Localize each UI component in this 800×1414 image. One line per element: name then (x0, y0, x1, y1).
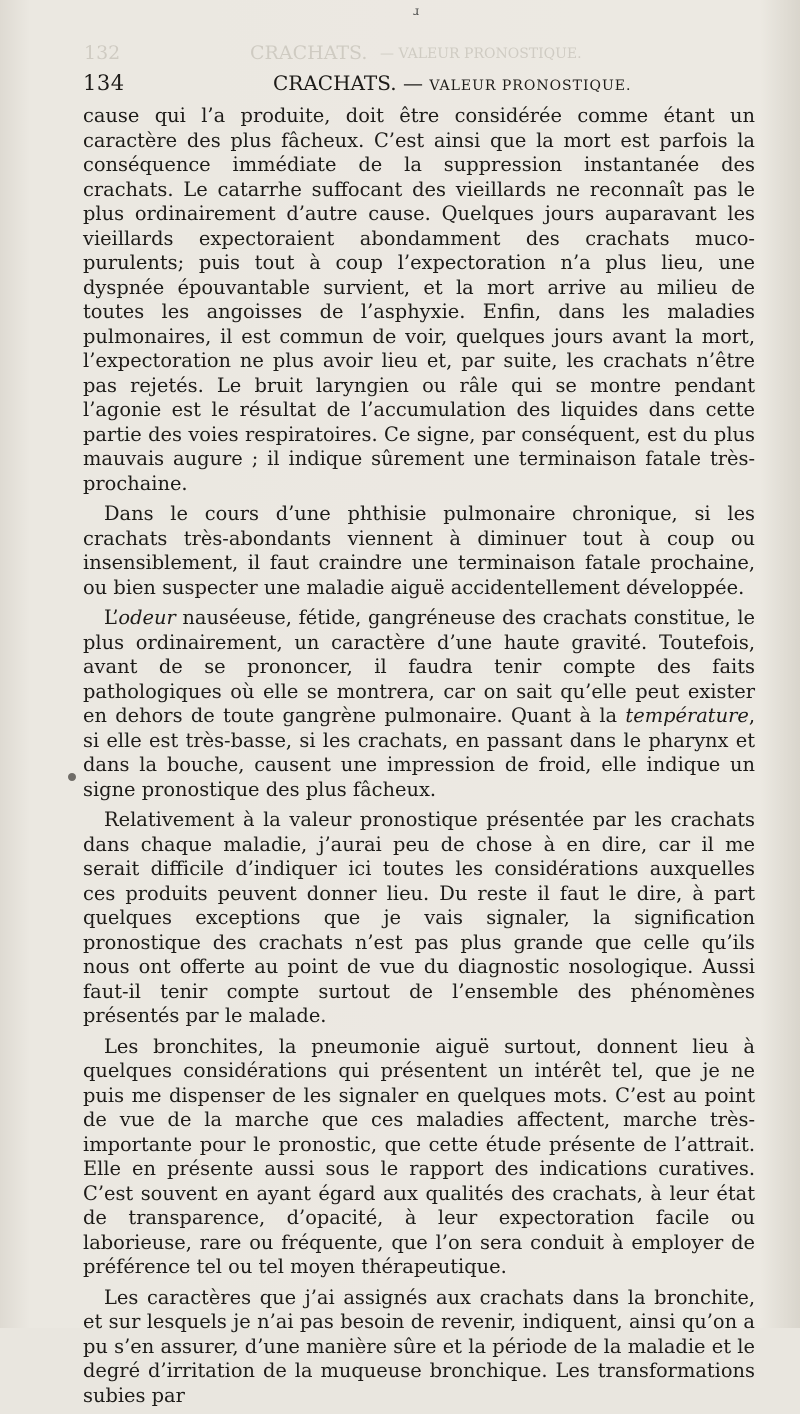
paragraph-1: cause qui l’a produite, doit être considérée comme étant un caractère des plus fâcheux. C’est ainsi que la mort est parfois la conséquence immédiate de la suppression instantanée des crachats. Le catarrhe suffocant des vieillards ne reconnaît pas le plus ordinairement d’autre cause. Quelques jours auparavant les vieillards expectoraient abondamment des crachats muco-purulents; puis tout à coup l’expectoration n’a plus lieu, une dyspnée épouvantable survient, et la mort arrive au milieu de toutes les angoisses de l’asphyxie. Enfin, dans les maladies pulmonaires, il est commun de voir, quelques jours avant la mort, l’expectoration ne plus avoir lieu et, par suite, les crachats n’être pas rejetés. Le bruit laryngien ou râle qui se montre pendant l’agonie est le résultat de l’accumulation des liquides dans cette partie des voies respiratoires. Ce signe, par conséquent, est du plus mauvais augure ; il indique sûrement une terminaison fatale très-prochaine. (83, 104, 755, 495)
page-number: 134 (83, 71, 125, 95)
running-title (273, 71, 631, 95)
paragraph-5: Les bronchites, la pneumonie aiguë surtout, donnent lieu à quelques considérations qui présentent un intérêt tel, que je ne puis me dispenser de les signaler en quelques mots. C’est au point de vue de la marche que ces maladies affectent, marche très-importante pour le pronostic, que cette étude présente de l’attrait. Elle en présente aussi sous le rapport des indications curatives. C’est souvent en ayant égard aux qualités des crachats, à leur état de transparence, d’opacité, à leur expectoration facile ou laborieuse, rare ou fréquente, que l’on sera conduit à employer de préférence tel ou tel moyen thérapeutique. (83, 1034, 755, 1278)
running-header (83, 71, 755, 101)
ink-spot (68, 773, 76, 781)
body-text (83, 104, 755, 1414)
show-through-subtitle: — VALEUR PRONOSTIQUE. (380, 46, 582, 62)
running-title-sub: VALEUR PRONOSTIQUE. (429, 78, 632, 94)
term-odeur: odeur (118, 606, 176, 629)
paragraph-3-mid: nauséeuse, fétide, gangréneuse des crachats constitue, le plus ordinairement, un caractère d’une haute gravité. Toutefois, avant de se prononcer, il faudra tenir compte des faits pathologiques où elle se montrera, car on sait qu’elle peut exister en dehors de toute gangrène pulmonaire. Quant à la (83, 606, 755, 727)
show-through-page-number: 132 (84, 42, 121, 64)
paragraph-3 (83, 606, 755, 802)
paragraph-6: Les caractères que j’ai assignés aux crachats dans la bronchite, et sur lesquels je n’ai pas besoin de revenir, indiquent, ainsi qu’on a pu s’en assurer, d’une manière sûre et la période de la maladie et le degré d’irritation de la muqueuse bronchique. Les transformations subies par (83, 1285, 755, 1407)
show-through-title: CRACHATS. (250, 42, 368, 64)
paragraph-4: Relativement à la valeur pronostique présentée par les crachats dans chaque maladie, j’aurai peu de chose à en dire, car il me serait difficile d’indiquer ici toutes les considérations auxquelles ces produits peuvent donner lieu. Du reste il faut le dire, à part quelques exceptions que je vais signaler, la signification pronostique des crachats n’est pas plus grande que celle qu’ils nous ont offerte au point de vue du diagnostic nosologique. Aussi faut-il tenir compte surtout de l’ensemble des phénomènes présentés par le malade. (83, 808, 755, 1027)
running-title-dash: — (396, 71, 430, 95)
paragraph-3-pre: L’ (104, 606, 119, 629)
term-temperature: température (625, 704, 749, 727)
ink-mark: ɹ (413, 4, 420, 18)
paragraph-3-post: , si elle est très-basse, si les crachats, en passant dans le pharynx et dans la bouche, causent une impression de froid, elle indique un signe pronostique des plus fâcheux. (83, 704, 755, 801)
paragraph-2: Dans le cours d’une phthisie pulmonaire chronique, si les crachats très-abondants viennent à diminuer tout à coup ou insensiblement, il faut craindre une terminaison fatale prochaine, ou bien suspecter une maladie aiguë accidentellement développée. (83, 502, 755, 599)
show-through-text (80, 38, 780, 68)
running-title-main: CRACHATS. (273, 71, 397, 95)
